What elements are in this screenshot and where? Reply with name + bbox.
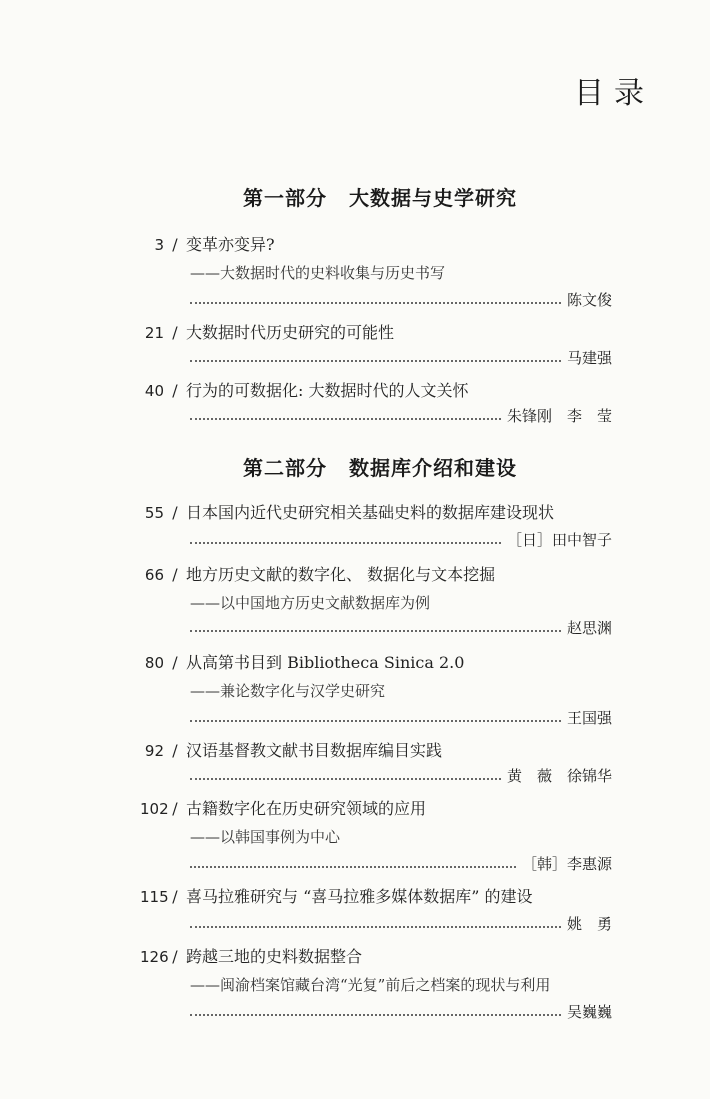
leader-row	[190, 708, 612, 728]
chapter-title: 大数据时代历史研究的可能性	[186, 323, 395, 342]
author-name: 马建强	[566, 349, 612, 367]
chapter-subtitle: ——兼论数字化与汉学史研究	[190, 682, 386, 700]
author-name: 朱锋刚 李 莹	[506, 407, 612, 425]
page-number: 92	[144, 742, 164, 760]
page-number: 55	[144, 504, 164, 522]
leader-dots	[190, 926, 561, 928]
toc-entry-title[interactable]	[140, 232, 275, 255]
author-name: 黄 薇 徐锦华	[506, 767, 612, 785]
separator: /	[172, 741, 178, 760]
section-heading-2	[0, 452, 710, 481]
leader-dots	[190, 1014, 561, 1016]
chapter-title: 变革亦变异?	[186, 235, 275, 254]
leader-dots	[190, 302, 561, 304]
toc-entry-title[interactable]	[140, 320, 394, 343]
leader-row	[190, 406, 612, 426]
toc-entry-title[interactable]	[140, 562, 495, 585]
leader-dots	[190, 866, 516, 868]
section-title: 数据库介绍和建设	[349, 456, 517, 480]
chapter-title: 从高第书目到 Bibliotheca Sinica 2.0	[186, 653, 465, 672]
section-part-label: 第二部分	[243, 456, 327, 480]
chapter-subtitle: ——闽渝档案馆藏台湾“光复”前后之档案的现状与利用	[190, 976, 551, 994]
page-number: 40	[144, 382, 164, 400]
leader-dots	[190, 418, 501, 420]
chapter-title: 日本国内近代史研究相关基础史料的数据库建设现状	[186, 503, 555, 522]
toc-entry-title[interactable]	[140, 738, 442, 761]
toc-entry-title[interactable]	[140, 884, 533, 907]
page-number: 3	[154, 236, 164, 254]
leader-row	[190, 914, 612, 934]
page-number: 115	[140, 888, 169, 906]
separator: /	[172, 503, 178, 522]
page-number: 66	[144, 566, 164, 584]
author-name: ［日］田中智子	[506, 531, 612, 549]
leader-dots	[190, 360, 561, 362]
page-number: 102	[140, 800, 169, 818]
chapter-subtitle: ——以中国地方历史文献数据库为例	[190, 594, 431, 612]
leader-dots	[190, 542, 501, 544]
toc-entry-title[interactable]	[140, 944, 362, 967]
leader-row	[190, 290, 612, 310]
separator: /	[172, 799, 178, 818]
toc-entry-title[interactable]	[140, 378, 468, 401]
toc-entry-title[interactable]	[140, 500, 554, 523]
leader-row	[190, 530, 612, 550]
page-title: 目录	[574, 76, 654, 111]
page-number: 80	[144, 654, 164, 672]
author-name: 赵思渊	[566, 619, 612, 637]
section-part-label: 第一部分	[243, 186, 327, 210]
leader-row	[190, 766, 612, 786]
chapter-subtitle: ——以韩国事例为中心	[190, 828, 341, 846]
leader-row	[190, 348, 612, 368]
separator: /	[172, 235, 178, 254]
page-number: 21	[144, 324, 164, 342]
leader-dots	[190, 778, 501, 780]
author-name: 吴巍巍	[566, 1003, 612, 1021]
chapter-title: 跨越三地的史料数据整合	[186, 947, 363, 966]
separator: /	[172, 653, 178, 672]
author-name: 姚 勇	[566, 915, 612, 933]
author-name: 王国强	[566, 709, 612, 727]
section-title: 大数据与史学研究	[349, 186, 517, 210]
separator: /	[172, 565, 178, 584]
leader-row	[190, 854, 612, 874]
chapter-title: 古籍数字化在历史研究领域的应用	[186, 799, 427, 818]
author-name: 陈文俊	[566, 291, 612, 309]
separator: /	[172, 887, 178, 906]
chapter-title: 喜马拉雅研究与 “喜马拉雅多媒体数据库” 的建设	[186, 887, 533, 906]
page-number: 126	[140, 948, 169, 966]
chapter-title: 地方历史文献的数字化、 数据化与文本挖掘	[186, 565, 496, 584]
chapter-title: 行为的可数据化: 大数据时代的人文关怀	[186, 381, 469, 400]
toc-entry-title[interactable]	[140, 796, 426, 819]
leader-dots	[190, 720, 561, 722]
section-heading-1	[0, 182, 710, 211]
leader-dots	[190, 630, 561, 632]
chapter-title: 汉语基督教文献书目数据库编目实践	[186, 741, 443, 760]
chapter-subtitle: ——大数据时代的史料收集与历史书写	[190, 264, 446, 282]
separator: /	[172, 323, 178, 342]
leader-row	[190, 618, 612, 638]
author-name: ［韩］李惠源	[521, 855, 612, 873]
leader-row	[190, 1002, 612, 1022]
separator: /	[172, 381, 178, 400]
separator: /	[172, 947, 178, 966]
toc-entry-title[interactable]	[140, 650, 464, 673]
